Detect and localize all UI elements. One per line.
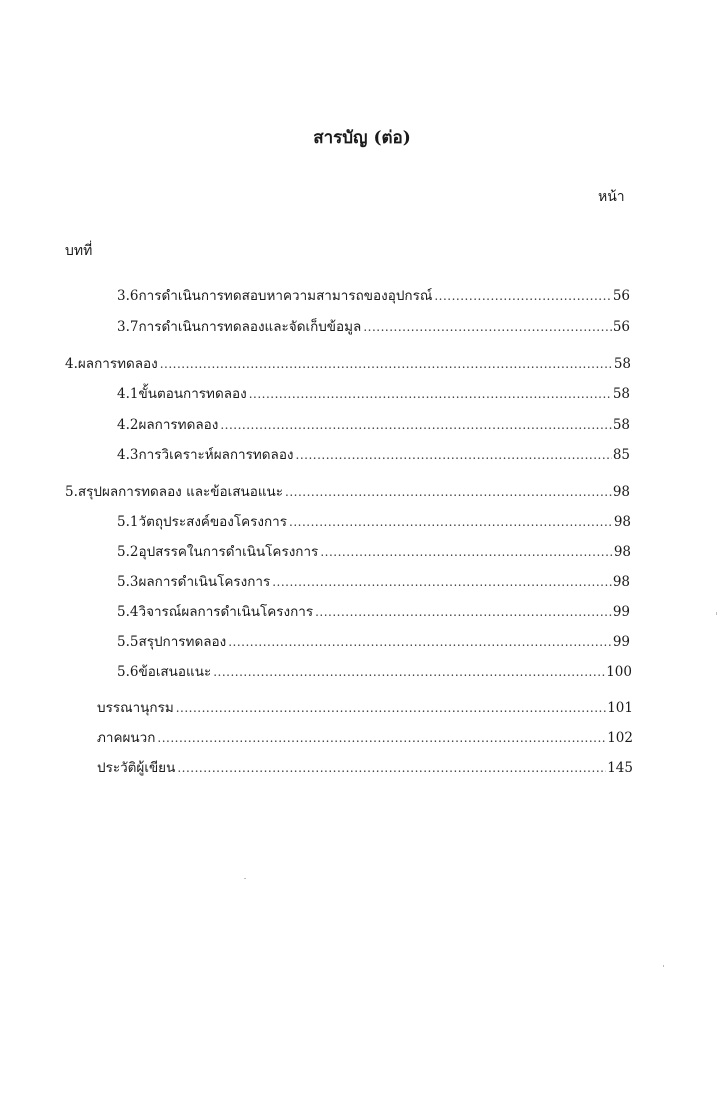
- scan-speck: [244, 878, 246, 879]
- toc-entry-title: ขั้นตอนการทดลอง: [138, 386, 247, 402]
- toc-entry-number: 5.: [65, 484, 78, 500]
- toc-entry: [117, 446, 630, 464]
- dot-leader: [320, 543, 613, 561]
- toc-entry-title: วิจารณ์ผลการดำเนินโครงการ: [138, 604, 314, 620]
- toc-entry-number: 5.6: [117, 664, 139, 680]
- toc-chapter-entry: [65, 355, 631, 373]
- toc-entry-title: ประวัติผู้เขียน: [97, 760, 176, 776]
- dot-leader: [176, 699, 606, 717]
- toc-entry: [117, 416, 630, 434]
- dot-leader: [363, 318, 611, 336]
- toc-entry-number: 5.2: [117, 544, 139, 560]
- toc-entry-page: 98: [613, 544, 631, 560]
- chapter-column-label: บทที่: [65, 243, 93, 259]
- page-title: สารบัญ (ต่อ): [313, 128, 411, 148]
- toc-entry-number: 4.3: [117, 447, 139, 463]
- toc-entry: [117, 663, 632, 681]
- dot-leader: [289, 513, 613, 531]
- toc-entry-title: สรุปการทดลอง: [138, 634, 227, 650]
- toc-entry-number: 4.2: [117, 417, 139, 433]
- toc-entry-page: 98: [612, 574, 630, 590]
- toc-entry-title: การดำเนินการทดสอบหาความสามารถของอุปกรณ์: [138, 288, 433, 304]
- toc-entry-page: 98: [612, 484, 630, 500]
- toc-entry-title: ผลการทดลอง: [138, 417, 219, 433]
- toc-entry: [117, 543, 631, 561]
- toc-entry-title: อุปสรรคในการดำเนินโครงการ: [138, 544, 319, 560]
- toc-entry-number: 5.5: [117, 634, 139, 650]
- toc-entry-title: สรุปผลการทดลอง และข้อเสนอแนะ: [77, 484, 284, 500]
- toc-entry-page: 85: [612, 447, 630, 463]
- toc-backmatter-entry: [97, 759, 633, 777]
- toc-entry-number: 3.6: [117, 288, 139, 304]
- toc-entry-number: 4.: [65, 356, 78, 372]
- toc-entry-title: ภาคผนวก: [97, 730, 156, 746]
- toc-entry-page: 98: [613, 514, 631, 530]
- toc-chapter-entry: [65, 483, 630, 501]
- toc-entry: [117, 513, 631, 531]
- toc-entry-number: 5.4: [117, 604, 139, 620]
- dot-leader: [315, 603, 612, 621]
- toc-entry-number: 3.7: [117, 319, 139, 335]
- toc-entry: [117, 287, 630, 305]
- scan-speck: [663, 965, 664, 967]
- dot-leader: [228, 633, 612, 651]
- dot-leader: [220, 416, 612, 434]
- toc-entry-page: 58: [612, 386, 630, 402]
- toc-entry-page: 145: [607, 760, 633, 776]
- toc-entry-number: 5.1: [117, 514, 139, 530]
- toc-entry-page: 99: [612, 604, 630, 620]
- toc-entry-title: ผลการดำเนินโครงการ: [138, 574, 271, 590]
- toc-backmatter-entry: [97, 699, 633, 717]
- toc-entry-page: 56: [612, 319, 630, 335]
- toc-entry: [117, 603, 630, 621]
- scan-speck: [716, 612, 717, 615]
- toc-entry-title: วัตถุประสงค์ของโครงการ: [138, 514, 287, 530]
- dot-leader: [296, 446, 612, 464]
- toc-entry-title: การวิเคราะห์ผลการทดลอง: [138, 447, 294, 463]
- toc-entry: [117, 633, 630, 651]
- toc-entry-page: 56: [612, 288, 630, 304]
- toc-entry-number: 5.3: [117, 574, 139, 590]
- dot-leader: [249, 385, 612, 403]
- toc-entry-page: 58: [613, 356, 631, 372]
- dot-leader: [434, 287, 611, 305]
- dot-leader: [177, 759, 606, 777]
- dot-leader: [272, 573, 612, 591]
- toc-entry-title: การดำเนินการทดลองและจัดเก็บข้อมูล: [138, 319, 362, 335]
- toc-entry-title: บรรณานุกรม: [97, 700, 174, 716]
- toc-entry-number: 4.1: [117, 386, 139, 402]
- dot-leader: [213, 663, 605, 681]
- toc-entry: [117, 385, 630, 403]
- dot-leader: [285, 483, 612, 501]
- toc-entry-title: ข้อเสนอแนะ: [138, 664, 212, 680]
- toc-entry-page: 100: [606, 664, 632, 680]
- toc-entry: [117, 573, 630, 591]
- dot-leader: [157, 729, 606, 747]
- toc-entry: [117, 318, 630, 336]
- toc-entry-page: 99: [612, 634, 630, 650]
- toc-entry-page: 102: [607, 730, 633, 746]
- toc-backmatter-entry: [97, 729, 633, 747]
- dot-leader: [160, 355, 613, 373]
- toc-entry-title: ผลการทดลอง: [77, 356, 158, 372]
- toc-entry-page: 58: [612, 417, 630, 433]
- page-column-label: หน้า: [598, 189, 625, 205]
- toc-entry-page: 101: [607, 700, 633, 716]
